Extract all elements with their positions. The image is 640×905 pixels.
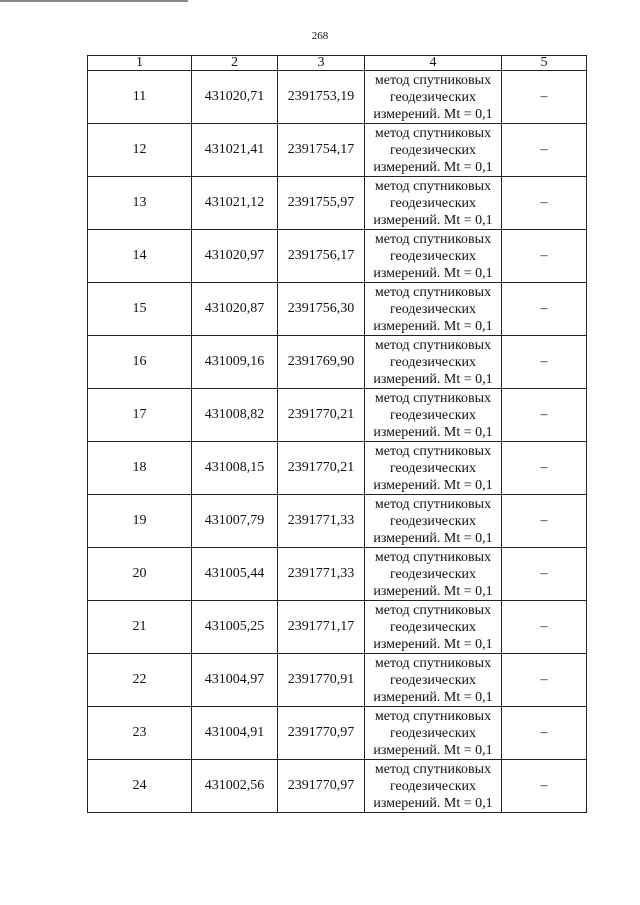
method-cell [365,389,502,442]
point-number-cell: 24 [88,760,192,813]
method-line: метод спутниковых [374,72,492,88]
method-line: геодезических [389,89,476,105]
y-coordinate-cell: 2391754,17 [278,124,365,177]
y-coordinate-cell: 2391770,91 [278,654,365,707]
table-row [88,389,587,442]
method-cell [365,654,502,707]
method-cell [365,230,502,283]
y-coordinate-cell: 2391771,17 [278,601,365,654]
method-line: измерений. Mt = 0,1 [373,106,493,122]
table-row [88,601,587,654]
note-cell: – [502,389,587,442]
method-line: метод спутниковых [374,337,492,353]
method-line: метод спутниковых [374,390,492,406]
method-line: измерений. Mt = 0,1 [373,530,493,546]
table-row [88,124,587,177]
method-line: геодезических [389,460,476,476]
method-line: метод спутниковых [374,231,492,247]
x-coordinate-cell: 431008,15 [192,442,278,495]
method-cell [365,283,502,336]
note-cell: – [502,124,587,177]
point-number-cell: 11 [88,71,192,124]
header-cell-2: 2 [192,56,278,71]
method-line: метод спутниковых [374,178,492,194]
method-cell [365,177,502,230]
method-line: метод спутниковых [374,602,492,618]
method-line: метод спутниковых [374,761,492,777]
header-cell-4: 4 [365,56,502,71]
method-line: геодезических [389,672,476,688]
page-number: 268 [311,30,329,42]
method-cell [365,601,502,654]
note-cell: – [502,601,587,654]
method-cell [365,707,502,760]
method-cell [365,548,502,601]
table-header [88,56,587,71]
x-coordinate-cell: 431021,41 [192,124,278,177]
method-line: метод спутниковых [374,284,492,300]
table-body [88,71,587,813]
x-coordinate-cell: 431020,87 [192,283,278,336]
x-coordinate-cell: 431004,91 [192,707,278,760]
note-cell: – [502,654,587,707]
x-coordinate-cell: 431007,79 [192,495,278,548]
table-row [88,548,587,601]
method-line: измерений. Mt = 0,1 [373,583,493,599]
method-line: геодезических [389,301,476,317]
y-coordinate-cell: 2391756,17 [278,230,365,283]
method-line: метод спутниковых [374,549,492,565]
y-coordinate-cell: 2391771,33 [278,548,365,601]
method-line: метод спутниковых [374,655,492,671]
point-number-cell: 23 [88,707,192,760]
y-coordinate-cell: 2391756,30 [278,283,365,336]
method-line: геодезических [389,407,476,423]
x-coordinate-cell: 431002,56 [192,760,278,813]
method-cell [365,442,502,495]
method-cell [365,495,502,548]
header-row [88,56,587,71]
top-rule [0,0,188,2]
method-cell [365,336,502,389]
method-line: метод спутниковых [374,496,492,512]
method-line: метод спутниковых [374,708,492,724]
method-cell [365,760,502,813]
method-line: измерений. Mt = 0,1 [373,212,493,228]
y-coordinate-cell: 2391770,97 [278,760,365,813]
note-cell: – [502,230,587,283]
note-cell: – [502,707,587,760]
method-line: геодезических [389,142,476,158]
table-row [88,177,587,230]
note-cell: – [502,760,587,813]
point-number-cell: 22 [88,654,192,707]
point-number-cell: 20 [88,548,192,601]
y-coordinate-cell: 2391771,33 [278,495,365,548]
note-cell: – [502,283,587,336]
point-number-cell: 12 [88,124,192,177]
y-coordinate-cell: 2391770,97 [278,707,365,760]
point-number-cell: 15 [88,283,192,336]
method-line: метод спутниковых [374,125,492,141]
method-line: измерений. Mt = 0,1 [373,689,493,705]
x-coordinate-cell: 431020,97 [192,230,278,283]
note-cell: – [502,442,587,495]
note-cell: – [502,495,587,548]
table-row [88,760,587,813]
method-line: измерений. Mt = 0,1 [373,265,493,281]
method-cell [365,124,502,177]
x-coordinate-cell: 431004,97 [192,654,278,707]
table-row [88,336,587,389]
x-coordinate-cell: 431008,82 [192,389,278,442]
point-number-cell: 14 [88,230,192,283]
x-coordinate-cell: 431005,25 [192,601,278,654]
method-line: геодезических [389,248,476,264]
method-line: измерений. Mt = 0,1 [373,636,493,652]
table-row [88,283,587,336]
y-coordinate-cell: 2391755,97 [278,177,365,230]
table-row [88,230,587,283]
point-number-cell: 13 [88,177,192,230]
point-number-cell: 17 [88,389,192,442]
note-cell: – [502,71,587,124]
header-cell-5: 5 [502,56,587,71]
method-line: измерений. Mt = 0,1 [373,371,493,387]
y-coordinate-cell: 2391753,19 [278,71,365,124]
table-row [88,654,587,707]
method-line: геодезических [389,354,476,370]
x-coordinate-cell: 431021,12 [192,177,278,230]
method-line: геодезических [389,195,476,211]
table-row [88,71,587,124]
method-line: измерений. Mt = 0,1 [373,424,493,440]
coordinates-table [87,55,587,813]
point-number-cell: 18 [88,442,192,495]
header-cell-1: 1 [88,56,192,71]
note-cell: – [502,336,587,389]
method-line: измерений. Mt = 0,1 [373,159,493,175]
table-row [88,707,587,760]
method-cell [365,71,502,124]
method-line: измерений. Mt = 0,1 [373,742,493,758]
x-coordinate-cell: 431005,44 [192,548,278,601]
note-cell: – [502,177,587,230]
method-line: геодезических [389,566,476,582]
method-line: геодезических [389,725,476,741]
y-coordinate-cell: 2391769,90 [278,336,365,389]
y-coordinate-cell: 2391770,21 [278,442,365,495]
method-line: измерений. Mt = 0,1 [373,795,493,811]
point-number-cell: 16 [88,336,192,389]
point-number-cell: 19 [88,495,192,548]
method-line: измерений. Mt = 0,1 [373,318,493,334]
table-row [88,442,587,495]
table-row [88,495,587,548]
method-line: метод спутниковых [374,443,492,459]
point-number-cell: 21 [88,601,192,654]
note-cell: – [502,548,587,601]
method-line: геодезических [389,513,476,529]
y-coordinate-cell: 2391770,21 [278,389,365,442]
method-line: геодезических [389,619,476,635]
x-coordinate-cell: 431020,71 [192,71,278,124]
method-line: геодезических [389,778,476,794]
method-line: измерений. Mt = 0,1 [373,477,493,493]
header-cell-3: 3 [278,56,365,71]
x-coordinate-cell: 431009,16 [192,336,278,389]
